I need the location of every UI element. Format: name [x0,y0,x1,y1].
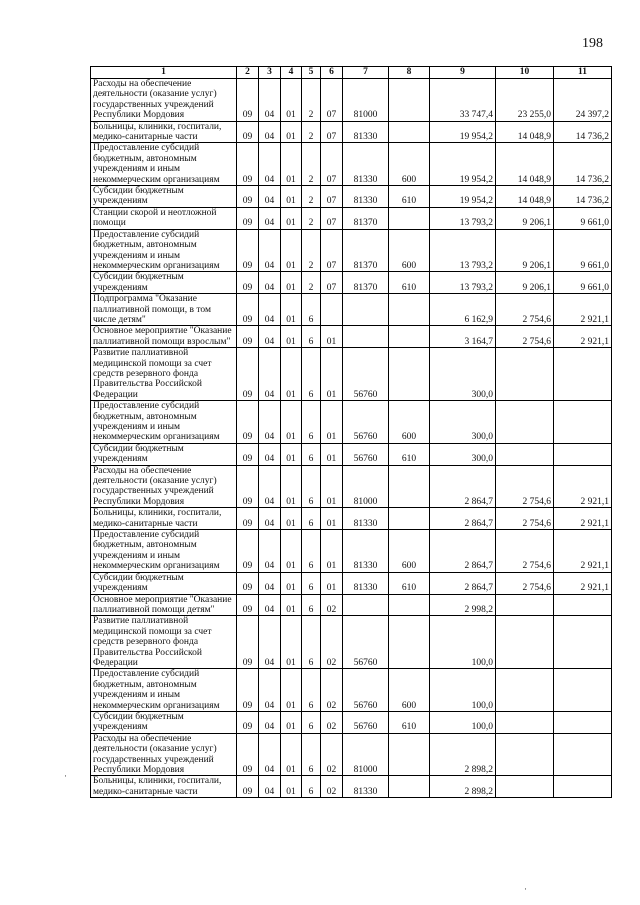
amount-cell: 2 921,1 [554,572,612,594]
amount-cell: 2 754,6 [496,294,554,326]
item-name-cell: Субсидии бюджетным учреждениям [91,443,237,465]
column-header: 3 [259,67,281,79]
code-cell: 6 [302,401,321,444]
code-cell: 04 [259,326,281,348]
code-cell [343,594,389,616]
amount-cell: 19 954,2 [430,186,496,208]
code-cell: 09 [237,143,259,186]
amount-cell: 9 661,0 [554,207,612,229]
code-cell: 6 [302,348,321,401]
budget-table [90,66,612,798]
code-cell: 01 [281,530,302,573]
code-cell: 01 [281,508,302,530]
code-cell: 04 [259,207,281,229]
amount-cell: 2 754,6 [496,508,554,530]
code-cell: 01 [281,443,302,465]
code-cell: 04 [259,348,281,401]
code-cell: 56760 [343,669,389,712]
table-row [91,572,612,594]
amount-cell: 13 793,2 [430,272,496,294]
amount-cell: 14 736,2 [554,143,612,186]
code-cell: 600 [389,530,430,573]
code-cell: 6 [302,669,321,712]
code-cell: 81330 [343,121,389,143]
amount-cell: 14 048,9 [496,186,554,208]
amount-cell: 2 864,7 [430,465,496,508]
code-cell: 2 [302,79,321,122]
code-cell: 01 [281,229,302,272]
table-row [91,294,612,326]
scan-mark: · [64,771,67,781]
code-cell [389,776,430,798]
item-name-cell: Расходы на обеспечение деятельности (оказание услуг) государственных учреждений Республики Мордовия [91,465,237,508]
amount-cell: 2 754,6 [496,572,554,594]
code-cell: 610 [389,572,430,594]
column-header: 2 [237,67,259,79]
amount-cell: 2 898,2 [430,776,496,798]
code-cell: 09 [237,272,259,294]
code-cell: 01 [321,401,343,444]
code-cell: 81330 [343,143,389,186]
code-cell: 81330 [343,776,389,798]
amount-cell: 24 397,2 [554,79,612,122]
code-cell: 6 [302,508,321,530]
amount-cell [554,733,612,776]
code-cell: 07 [321,272,343,294]
code-cell: 56760 [343,616,389,669]
code-cell: 01 [281,294,302,326]
code-cell [389,79,430,122]
table-row [91,272,612,294]
code-cell: 02 [321,711,343,733]
code-cell: 01 [321,443,343,465]
code-cell: 81370 [343,229,389,272]
amount-cell [554,401,612,444]
code-cell: 04 [259,186,281,208]
code-cell: 2 [302,121,321,143]
amount-cell: 2 921,1 [554,326,612,348]
code-cell: 01 [281,186,302,208]
code-cell: 04 [259,776,281,798]
item-name-cell: Больницы, клиники, госпитали, медико-санитарные части [91,508,237,530]
table-row [91,121,612,143]
code-cell: 01 [281,669,302,712]
amount-cell: 9 206,1 [496,272,554,294]
amount-cell [554,616,612,669]
code-cell: 81370 [343,207,389,229]
item-name-cell: Подпрограмма "Оказание паллиативной помощи, в том числе детям" [91,294,237,326]
code-cell: 6 [302,465,321,508]
amount-cell [554,776,612,798]
amount-cell: 19 954,2 [430,121,496,143]
code-cell: 01 [321,572,343,594]
code-cell: 01 [281,776,302,798]
table-row [91,711,612,733]
table-row [91,465,612,508]
amount-cell: 3 164,7 [430,326,496,348]
code-cell: 02 [321,669,343,712]
code-cell [321,294,343,326]
code-cell: 07 [321,143,343,186]
code-cell: 01 [321,326,343,348]
code-cell: 09 [237,733,259,776]
table-row [91,508,612,530]
code-cell: 81330 [343,186,389,208]
amount-cell: 2 864,7 [430,572,496,594]
code-cell [389,508,430,530]
code-cell: 600 [389,669,430,712]
scan-mark: · [524,884,527,894]
code-cell [389,594,430,616]
column-header: 9 [430,67,496,79]
item-name-cell: Предоставление субсидий бюджетным, автономным учреждениям и иным некоммерческим организациям [91,530,237,573]
amount-cell [496,711,554,733]
code-cell: 81330 [343,530,389,573]
amount-cell: 19 954,2 [430,143,496,186]
code-cell: 09 [237,776,259,798]
code-cell: 6 [302,594,321,616]
code-cell [389,616,430,669]
code-cell: 09 [237,594,259,616]
item-name-cell: Предоставление субсидий бюджетным, автономным учреждениям и иным некоммерческим организациям [91,143,237,186]
code-cell: 02 [321,733,343,776]
item-name-cell: Предоставление субсидий бюджетным, автономным учреждениям и иным некоммерческим организациям [91,401,237,444]
code-cell: 56760 [343,443,389,465]
column-header: 6 [321,67,343,79]
code-cell: 04 [259,669,281,712]
item-name-cell: Предоставление субсидий бюджетным, автономным учреждениям и иным некоммерческим организациям [91,669,237,712]
item-name-cell: Основное мероприятие "Оказание паллиативной помощи взрослым" [91,326,237,348]
amount-cell [496,443,554,465]
amount-cell: 6 162,9 [430,294,496,326]
code-cell: 2 [302,186,321,208]
code-cell: 09 [237,348,259,401]
amount-cell: 9 661,0 [554,229,612,272]
code-cell: 6 [302,733,321,776]
code-cell: 09 [237,443,259,465]
item-name-cell: Субсидии бюджетным учреждениям [91,186,237,208]
code-cell: 09 [237,79,259,122]
code-cell [389,207,430,229]
code-cell: 09 [237,711,259,733]
table-row [91,186,612,208]
column-header: 11 [554,67,612,79]
code-cell: 2 [302,143,321,186]
code-cell: 07 [321,186,343,208]
code-cell: 6 [302,294,321,326]
code-cell: 09 [237,229,259,272]
code-cell: 56760 [343,401,389,444]
amount-cell: 300,0 [430,401,496,444]
code-cell: 81330 [343,572,389,594]
amount-cell [496,733,554,776]
page-number: 198 [582,36,603,51]
code-cell: 04 [259,733,281,776]
item-name-cell: Предоставление субсидий бюджетным, автономным учреждениям и иным некоммерческим организациям [91,229,237,272]
amount-cell: 2 864,7 [430,530,496,573]
code-cell: 09 [237,186,259,208]
code-cell: 6 [302,443,321,465]
amount-cell: 2 921,1 [554,294,612,326]
code-cell: 600 [389,401,430,444]
amount-cell: 2 898,2 [430,733,496,776]
item-name-cell: Субсидии бюджетным учреждениям [91,272,237,294]
code-cell: 04 [259,530,281,573]
table-row [91,229,612,272]
code-cell: 01 [321,348,343,401]
code-cell: 01 [281,711,302,733]
item-name-cell: Больницы, клиники, госпитали, медико-санитарные части [91,776,237,798]
code-cell: 01 [321,465,343,508]
code-cell: 01 [281,733,302,776]
code-cell: 04 [259,465,281,508]
code-cell: 01 [281,348,302,401]
code-cell: 01 [281,326,302,348]
amount-cell [496,669,554,712]
code-cell: 09 [237,572,259,594]
amount-cell: 300,0 [430,443,496,465]
item-name-cell: Расходы на обеспечение деятельности (оказание услуг) государственных учреждений Республики Мордовия [91,79,237,122]
item-name-cell: Развитие паллиативной медицинской помощи за счет средств резервного фонда Правительства Российской Федерации [91,348,237,401]
code-cell [389,294,430,326]
amount-cell [554,348,612,401]
item-name-cell: Станции скорой и неотложной помощи [91,207,237,229]
code-cell [343,326,389,348]
code-cell: 04 [259,272,281,294]
code-cell: 09 [237,207,259,229]
code-cell [389,733,430,776]
table-header-row [91,67,612,79]
amount-cell [496,776,554,798]
table-row [91,776,612,798]
amount-cell: 9 661,0 [554,272,612,294]
amount-cell [554,443,612,465]
code-cell: 610 [389,443,430,465]
amount-cell: 9 206,1 [496,229,554,272]
code-cell: 02 [321,616,343,669]
amount-cell: 13 793,2 [430,207,496,229]
amount-cell [496,594,554,616]
code-cell: 04 [259,121,281,143]
amount-cell: 2 864,7 [430,508,496,530]
code-cell: 07 [321,121,343,143]
amount-cell: 14 048,9 [496,143,554,186]
table-row [91,594,612,616]
code-cell [389,465,430,508]
code-cell: 01 [281,572,302,594]
code-cell: 81000 [343,79,389,122]
table-row [91,348,612,401]
code-cell [389,326,430,348]
code-cell: 04 [259,508,281,530]
code-cell: 6 [302,530,321,573]
code-cell: 01 [281,272,302,294]
code-cell: 01 [281,401,302,444]
code-cell: 07 [321,207,343,229]
amount-cell: 14 736,2 [554,121,612,143]
item-name-cell: Расходы на обеспечение деятельности (оказание услуг) государственных учреждений Республики Мордовия [91,733,237,776]
table-row [91,326,612,348]
code-cell: 01 [281,121,302,143]
code-cell: 01 [281,594,302,616]
code-cell: 01 [281,616,302,669]
amount-cell: 100,0 [430,711,496,733]
code-cell: 09 [237,465,259,508]
code-cell: 610 [389,186,430,208]
column-header: 5 [302,67,321,79]
item-name-cell: Больницы, клиники, госпитали, медико-санитарные части [91,121,237,143]
item-name-cell: Субсидии бюджетным учреждениям [91,711,237,733]
code-cell: 09 [237,530,259,573]
table-body [91,79,612,798]
code-cell: 09 [237,669,259,712]
code-cell: 81330 [343,508,389,530]
code-cell: 56760 [343,711,389,733]
amount-cell: 13 793,2 [430,229,496,272]
code-cell: 81000 [343,465,389,508]
code-cell: 04 [259,616,281,669]
code-cell: 600 [389,143,430,186]
amount-cell: 33 747,4 [430,79,496,122]
amount-cell [554,594,612,616]
code-cell: 2 [302,272,321,294]
code-cell: 600 [389,229,430,272]
amount-cell: 2 921,1 [554,530,612,573]
amount-cell: 300,0 [430,348,496,401]
code-cell: 04 [259,711,281,733]
code-cell: 01 [281,207,302,229]
code-cell: 01 [281,79,302,122]
code-cell: 01 [281,465,302,508]
amount-cell [554,711,612,733]
amount-cell: 2 998,2 [430,594,496,616]
column-header: 1 [91,67,237,79]
code-cell: 6 [302,711,321,733]
code-cell [389,121,430,143]
code-cell: 2 [302,207,321,229]
amount-cell: 23 255,0 [496,79,554,122]
amount-cell [496,616,554,669]
table-row [91,207,612,229]
amount-cell: 2 754,6 [496,326,554,348]
code-cell: 04 [259,572,281,594]
amount-cell [496,401,554,444]
code-cell: 2 [302,229,321,272]
amount-cell: 100,0 [430,669,496,712]
code-cell: 04 [259,294,281,326]
code-cell: 6 [302,616,321,669]
code-cell: 04 [259,443,281,465]
item-name-cell: Основное мероприятие "Оказание паллиативной помощи детям" [91,594,237,616]
code-cell: 02 [321,594,343,616]
amount-cell: 2 754,6 [496,530,554,573]
table-row [91,733,612,776]
amount-cell: 9 206,1 [496,207,554,229]
code-cell: 81370 [343,272,389,294]
code-cell: 04 [259,229,281,272]
code-cell: 09 [237,508,259,530]
code-cell: 09 [237,326,259,348]
amount-cell [554,669,612,712]
amount-cell: 14 048,9 [496,121,554,143]
column-header: 8 [389,67,430,79]
code-cell: 56760 [343,348,389,401]
code-cell: 6 [302,572,321,594]
code-cell: 01 [321,508,343,530]
amount-cell: 100,0 [430,616,496,669]
code-cell: 09 [237,401,259,444]
amount-cell [496,348,554,401]
item-name-cell: Субсидии бюджетным учреждениям [91,572,237,594]
item-name-cell: Развитие паллиативной медицинской помощи за счет средств резервного фонда Правительства Российской Федерации [91,616,237,669]
code-cell: 09 [237,616,259,669]
column-header: 4 [281,67,302,79]
column-header: 7 [343,67,389,79]
table-row [91,443,612,465]
code-cell: 09 [237,294,259,326]
code-cell: 04 [259,401,281,444]
table-row [91,616,612,669]
code-cell: 09 [237,121,259,143]
amount-cell: 2 921,1 [554,465,612,508]
code-cell: 610 [389,711,430,733]
code-cell: 01 [281,143,302,186]
code-cell: 610 [389,272,430,294]
code-cell [389,348,430,401]
amount-cell: 14 736,2 [554,186,612,208]
amount-cell: 2 754,6 [496,465,554,508]
code-cell: 6 [302,776,321,798]
code-cell: 02 [321,776,343,798]
table-row [91,143,612,186]
code-cell: 07 [321,79,343,122]
table-row [91,530,612,573]
code-cell: 81000 [343,733,389,776]
code-cell: 6 [302,326,321,348]
column-header: 10 [496,67,554,79]
code-cell: 01 [321,530,343,573]
table-row [91,401,612,444]
table-row [91,669,612,712]
code-cell: 04 [259,594,281,616]
code-cell: 04 [259,79,281,122]
code-cell: 04 [259,143,281,186]
table-row [91,79,612,122]
code-cell [343,294,389,326]
code-cell: 07 [321,229,343,272]
amount-cell: 2 921,1 [554,508,612,530]
